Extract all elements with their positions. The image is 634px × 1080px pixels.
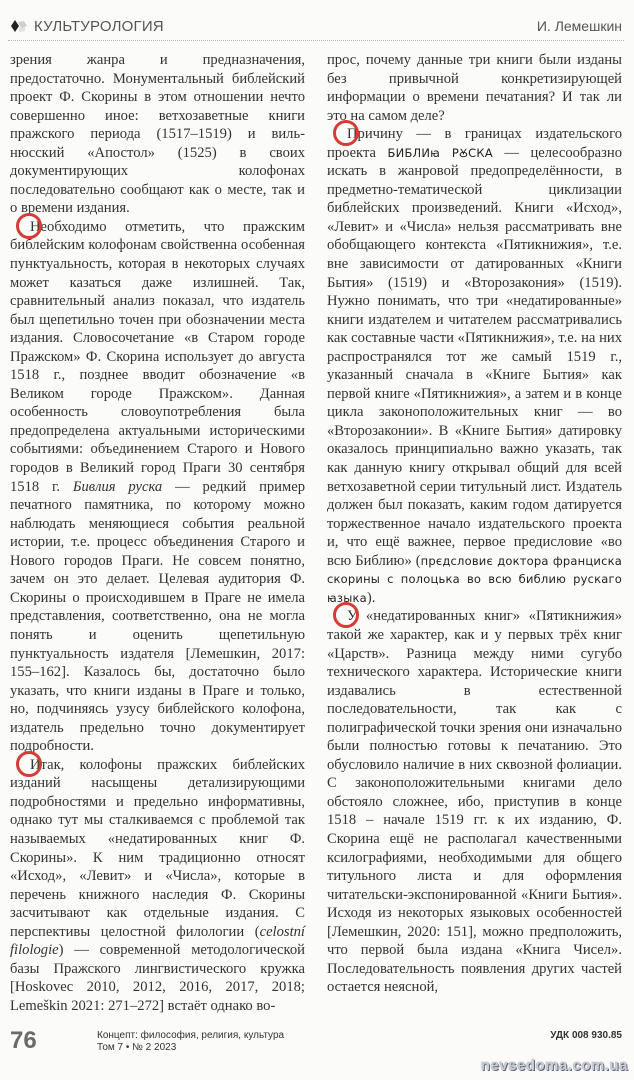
paragraph-text: Необходимо отметить, что пражским библейским колофонам свойственна особенная пунктуальность, которая в некоторых случаях может казаться даже излишней. Так, сравнительный анализ показал, что издатель был щепетильно точен при обозначении места издания. Словосочетание «в Старом городе Пражском» Ф. Скорина использует до августа 1518 г., позднее вводит обозначение «в Великом городе Пражском». Данная особенность словоупотребления была предопределена актуальными историческими событиями: объединением Старого и Нового городов в Великий город Праги 30 сентября 1518 г. <box>10 218 305 495</box>
header-divider <box>8 40 624 41</box>
old-slavonic-quote: прєдсловиє доктора франциска скорины с полоцька во всю библию рускаго ꙗзыка <box>327 553 622 605</box>
right-column <box>327 51 622 997</box>
footer-left <box>10 1027 284 1055</box>
volume-issue: Том 7 • № 2 2023 <box>97 1042 177 1054</box>
udk-code: УДК 008 930.85 <box>550 1030 622 1042</box>
article-body <box>10 51 622 1015</box>
cube-logo-icon <box>10 19 28 33</box>
paragraph-text: Причину — в границах издательского проекта <box>327 126 622 161</box>
paragraph-text: — целесообразно искать в жанровой предопределённости, в предметно-тематической циклизации библейских произведений. Книги «Исход», «Левит» и «Числа» нельзя рассматривать вне обобщающего контекста «Пятикнижия», т.е. вне зависимости от датированных «Книги Бытия» (1519) и «Второзакония» (1519). Нужно понимать, что три «недатированные» книги издателем и читателем рассматривались как составные части «Пятикнижия», т.е. на них распространялся тот же самый 1519 г., указанный сначала в «Книге Бытия» как первой книге «Пятикнижия», а затем и в конце цикла законоположительных книг — во «Второзаконии». В «Книге Бытия» датировку оказалось принципиально важно указать, так как данную книгу открывал общий для всей ветхозаветной серии титульный лист. Издатель должен был показать, каким годом датируется торжественное начало издательского проекта и, что ещё важнее, первое предисловие «во всю Библию» ( <box>327 144 623 569</box>
paragraph-wrapper <box>10 756 305 1016</box>
page-footer <box>10 1027 622 1057</box>
paragraph-wrapper <box>327 125 622 607</box>
author-name: И. Лемешкин <box>536 18 622 34</box>
italic-term: Бивлия руска <box>72 478 163 495</box>
paragraph-text: Итак, колофоны пражских библейских изданий насыщены детализирующими подробностями и предельно информативны, однако тут мы сталкиваемся с проблемой так называемых «недатированных книг Ф. Скорины». К ним традиционно относят «Исход», «Левит» и «Числа», которые в перечень книжного наследия Ф. Скорины засчитывают как отдельные издания. С перспективы целостной филологии ( <box>10 756 305 940</box>
journal-info <box>97 1027 284 1054</box>
paragraph <box>327 125 622 607</box>
section-heading <box>10 18 164 35</box>
paragraph-wrapper <box>10 218 305 756</box>
old-slavonic-title: БИБЛИꙗ РꙊСКА <box>387 145 493 160</box>
section-title: КУЛЬТУРОЛОГИЯ <box>34 17 164 35</box>
left-column <box>10 51 305 1015</box>
paragraph-text: ). <box>366 589 376 606</box>
paragraph-wrapper <box>327 607 622 996</box>
journal-title: Концепт: философия, религия, культура <box>97 1030 285 1042</box>
paragraph-text: ) — современной методологической базы Пражского лингвистического кружка [Hoskovec 2010, 2012, 2016, 2017, 2018; Lemeškin 2021: 271–272] встаёт однако во- <box>10 942 305 1014</box>
paragraph: зрения жанра и предназначения, предостаточно. Монументальный библейский проект Ф. Скорины в этом отношении нечто совершенно иное: ветхозаветные книги пражского периода (1517–1519) и вильнюсский «Апостол» (1525) в своих документирующих колофонах последовательно сообщают как о месте, так и о времени издания. <box>10 52 305 217</box>
italic-term: celostní filologie <box>10 923 305 959</box>
paragraph-text: — редкий пример печатного памятника, по которому можно наблюдать меняющиеся события реальной истории, т.е. процесс объединения Старого и Нового городов Праги. Не совсем понятно, зачем он это делает. Целевая аудитория Ф. Скорины о происходившем в Праге не имела представления, соответственно, она не могла понять и оценить щепетильную пунктуальность издателя [Лемешкин, 2017: 155–162]. Казалось бы, достаточно было указать, что книги изданы в Праге и только, но, подчиняясь узусу библейского колофона, издатель предельно точно документирует подробности. <box>10 478 306 755</box>
watermark: nevsedoma.com.ua <box>480 1057 628 1075</box>
paragraph: У «недатированных книг» «Пятикнижия» такой же характер, как и у первых трёх книг «Царств». Разница между ними сугубо технического характера. Исторические книги издавались в естественной последовательности, так как с полиграфической точки зрения они изначально были полностью готовы к печатанию. Это обусловило наличие в них сквозной фолиации. С законоположительными книгами дело обстояло сложнее, ибо, приступив в конце 1518 – начале 1519 гг. к их изданию, Ф. Скорина ещё не располагал качественными ксилографиями, необходимыми для общего титульного листа и для оформления читательски-экспонированной «Книги Бытия». Исходя из некоторых языковых особенностей [Лемешкин, 2020: 151], можно предположить, что первой была издана «Книга Чисел». Последовательность появления других частей остается неясной, <box>327 608 622 996</box>
running-header <box>10 15 622 37</box>
paragraph <box>10 756 305 1016</box>
page-number: 76 <box>10 1027 37 1055</box>
paragraph <box>10 218 305 756</box>
paragraph: прос, почему данные три книги были изданы без привычной конкретизирующей информации о времени печатания? И так ли это на самом деле? <box>327 52 622 124</box>
